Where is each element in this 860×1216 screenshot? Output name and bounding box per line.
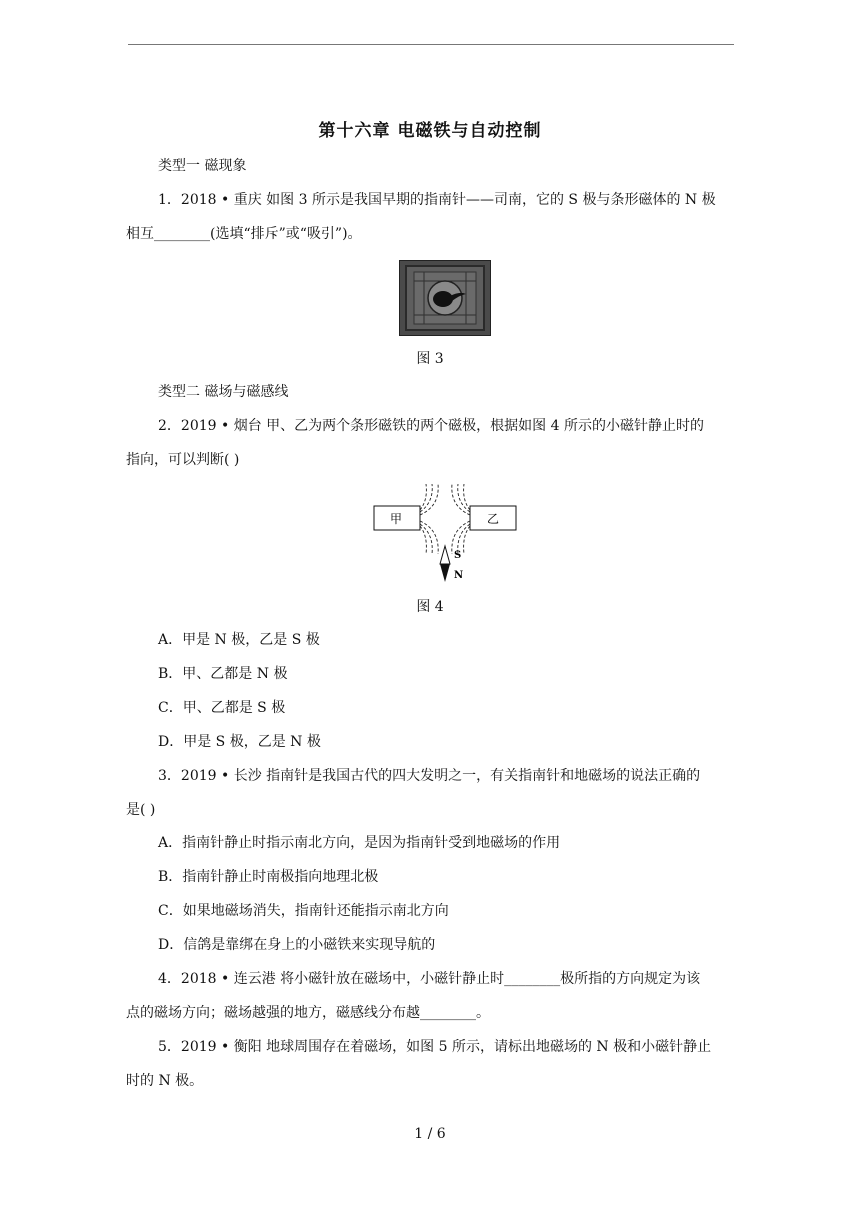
needle-label-s: S: [454, 550, 462, 561]
figure-4-caption: 图 4: [416, 599, 444, 615]
chapter-title: 第十六章 电磁铁与自动控制: [318, 121, 542, 141]
question-2-option-b: B．甲、乙都是 N 极: [158, 666, 288, 682]
question-5-line-1: 5．2019 • 衡阳 地球周围存在着磁场，如图 5 所示，请标出地磁场的 N 极和小磁针静止: [158, 1039, 712, 1055]
question-3-option-b: B．指南针静止时南极指向地理北极: [158, 869, 379, 885]
page-number: 1 / 6: [414, 1126, 446, 1142]
question-4-line-1: 4．2018 • 连云港 将小磁针放在磁场中，小磁针静止时________极所指的方向规定为该: [158, 971, 701, 987]
question-5-line-2: 时的 N 极。: [126, 1073, 204, 1089]
question-2-line-2: 指向，可以判断( ): [126, 452, 240, 468]
section-heading-1: 类型一 磁现象: [158, 158, 247, 174]
header-rule: [128, 44, 734, 45]
question-3-line-1: 3．2019 • 长沙 指南针是我国古代的四大发明之一，有关指南针和地磁场的说法正确的: [158, 768, 701, 784]
question-3-option-d: D．信鸽是靠绑在身上的小磁铁来实现导航的: [158, 937, 436, 953]
sinan-compass-photo: [399, 260, 491, 336]
figure-3-caption: 图 3: [416, 351, 444, 367]
question-3-line-2: 是( ): [126, 802, 156, 818]
question-2-option-d: D．甲是 S 极，乙是 N 极: [158, 734, 321, 750]
question-2-line-1: 2．2019 • 烟台 甲、乙为两个条形磁铁的两个磁极，根据如图 4 所示的小磁针静止时的: [158, 418, 704, 434]
section-heading-2: 类型二 磁场与磁感线: [158, 384, 289, 400]
label-yi: 乙: [486, 512, 500, 526]
question-2-option-a: A．甲是 N 极，乙是 S 极: [158, 632, 320, 648]
question-3-option-a: A．指南针静止时指示南北方向，是因为指南针受到地磁场的作用: [158, 835, 561, 851]
question-1-line-2: 相互________(选填“排斥”或“吸引”)。: [126, 226, 362, 242]
needle-label-n: N: [454, 570, 464, 581]
question-2-option-c: C．甲、乙都是 S 极: [158, 700, 286, 716]
label-jia: 甲: [389, 512, 403, 526]
magnet-field-diagram: [370, 482, 520, 586]
question-3-option-c: C．如果地磁场消失，指南针还能指示南北方向: [158, 903, 449, 919]
question-4-line-2: 点的磁场方向；磁场越强的地方，磁感线分布越________。: [126, 1005, 490, 1021]
question-1-line-1: 1．2018 • 重庆 如图 3 所示是我国早期的指南针——司南，它的 S 极与条形磁体的 N 极: [158, 192, 716, 208]
